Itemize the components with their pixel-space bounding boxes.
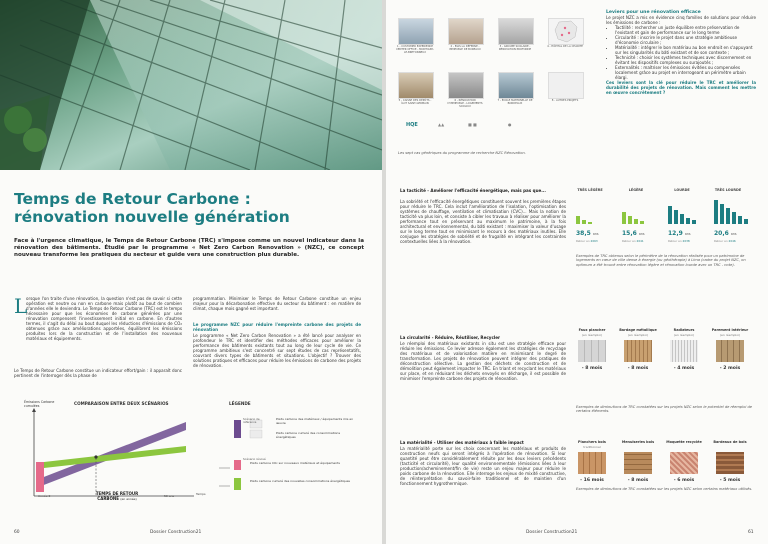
x-axis-label: Temps <box>196 492 206 496</box>
levers-intro: Le projet NZC a mis en évidence cinq familles de solutions pour réduire les émissions de carbone : <box>606 15 756 25</box>
false-floor-image <box>578 340 606 362</box>
case-caption-6: 6 - RÉNOVATION D'IMMEUBLE - LOGEMENTS SOCIAUX <box>447 99 483 109</box>
trc-reduction-value: - 2 mois <box>719 366 741 371</box>
levers-list <box>606 25 756 80</box>
left-page <box>0 0 382 544</box>
circularite-text: Le réemploi des matériaux existants in situ est une stratégie efficace pour réduire les émissions. Ce levier adresse également les stratégies de recyclage des matériaux et de valorisation matière en minimisant le degré de transformation. Les projets de rénovation peuvent intégrer des pratiques de déconstruction sélective. La gestion des déchets de construction et de démolition peut également impacter le TRC. En triant et recyclant les matériaux sur place, et en réduisant les déchets envoyés en décharge, il est possible de minimiser l'empreinte carbone des projets de rénovation. <box>400 341 566 381</box>
trc-value-very-heavy: 20,6 <box>714 230 729 237</box>
diagram-title: COMPARAISON ENTRE DEUX SCÉNARIOS <box>74 401 169 406</box>
glass-facade-photo <box>0 0 382 170</box>
case-thumb-4-map <box>548 18 584 45</box>
footer-right: Dossier Construction21 <box>526 530 578 535</box>
scenario-a-label: Scénario de référence <box>243 417 260 425</box>
lever-item: • Technicité : choisir les systèmes techniques avec discernement en évitant les dispositifs complexes ou surajoutés ; <box>615 55 756 65</box>
material-item-label: Planchers bois <box>578 440 606 444</box>
wood-shingles-image <box>716 452 744 474</box>
trc-reduction-value: - 6 mois <box>673 478 695 483</box>
diagram-y-label: Émissions Carbone cumulées <box>24 400 55 408</box>
legend-title: LÉGENDE <box>229 401 251 406</box>
return-year-prefix: Retour en <box>668 239 682 243</box>
lever-item: • Tactilité : rechercher un juste équilibre entre préservation de l'existant et gain de performance sur le long terme <box>615 25 756 35</box>
trc-label <box>92 492 142 501</box>
trc-reduction-value: - 8 mois <box>627 366 649 371</box>
renov-level-very-light: TRÈS LÉGÈRE <box>577 188 603 192</box>
renov-level-very-heavy: TRÈS LOURDE <box>714 188 742 192</box>
tacticite-text: La sobriété et l'efficacité énergétiques constituent souvent les premières étapes pour réduire le TRC. Cela inclut l'amélioration de l'isolation, l'optimisation des systèmes de chauffage, ventilation et climatisation (CVC)... Mais la notion de tacticité va plus loin, et consiste à cibler les travaux à réaliser pour améliorer la performance tout en préservant au maximum le patrimoine, à la fois architectural et environnemental, du bâti existant : maximiser la valeur d'usage sur le long terme tout en minimisant le recours à des matériaux inutiles. Elle conjugue les stratégies de sobriété et de frugalité en intégrant les contraintes contextuelles liées à la rénovation. <box>400 199 566 244</box>
circularite-title: La circularité - Réduire, Réutiliser, Recycler <box>400 335 501 340</box>
metal-cladding-image <box>624 340 652 362</box>
column-2-text-a: programmation. Minimiser le Temps de Retour Carbone constitue un enjeu majeur pour la décarbonation effective du secteur du bâtiment : en matière de climat, chaque mois gagné est important. <box>193 296 361 311</box>
case-caption-2: 2 - EGIS LA DÉFENSE - IMMEUBLE DE BUREAUX <box>449 45 481 52</box>
levers-title: Leviers pour une rénovation efficace <box>606 10 701 15</box>
circularite-caption: Exemples de diminutions de TRC constatées sur les projets NZC selon le potentiel de réemploi de certains éléments. <box>576 405 752 414</box>
legend-item-2: Poids carbone cumulé des consommations énergétiques <box>276 431 341 439</box>
case-thumb-1 <box>398 18 434 45</box>
reuse-item-sub: (en réemploi) <box>627 333 649 337</box>
wood-joinery-image <box>624 452 652 474</box>
case-thumb-7 <box>498 72 534 99</box>
x-end-label: 50 ans <box>164 494 175 498</box>
case-caption-8: 8 - AUTRES PROJETS <box>551 99 579 102</box>
case-caption-7: 7 - ÉCOLE MATERNELLE DE BORDEAUX <box>497 99 533 106</box>
article-lead: Face à l'urgence climatique, le Temps de Retour Carbone (TRC) s'impose comme un nouvel indicateur dans la rénovation des bâtiments. Étudié par le programme « Net Zero Carbon Renovation » (NZC), ce concept nouveau transforme les pratiques du secteur et guide vers une construction plus durable. <box>14 238 364 258</box>
page-number-left: 60 <box>14 530 20 535</box>
scenario-b-label: Scénario rénové <box>243 457 266 461</box>
material-item-sub: traditionnel <box>583 445 601 449</box>
trc-reduction-value: - 5 mois <box>719 478 741 483</box>
trc-label-line-1: TEMPS DE RETOUR <box>95 491 139 496</box>
trc-value-very-light: 38,5 <box>576 230 591 237</box>
trc-unit: ans <box>684 232 691 236</box>
radiator-image <box>670 340 698 362</box>
lever-item: • Matérialité : intégrer le bon matériau au bon endroit en s'appuyant sur les singularités du bâti existant et de son contexte ; <box>615 45 756 55</box>
case-thumb-8 <box>548 72 584 99</box>
case-thumb-5 <box>398 72 434 99</box>
levers-outro: Ces leviers sont la clé pour réduire le TRC et améliorer la durabilité des projets de rénovation. Mais comment les mettre en œuvre concrètement ? <box>606 80 756 95</box>
reuse-item-label: Bardage métallique <box>619 328 657 332</box>
title-line-2: rénovation nouvelle génération <box>14 208 290 226</box>
footer-left: Dossier Construction21 <box>150 530 202 535</box>
case-caption-4: 4 - HÔPITAL DE LA CHARITÉ <box>547 45 583 48</box>
case-thumb-2 <box>448 18 484 45</box>
drop-cap: L <box>14 294 28 318</box>
circularite-figure <box>572 328 762 423</box>
trc-value-light: 15,6 <box>622 230 637 237</box>
column-1-text-b: Le Temps de Retour Carbone constitue un indicateur effort/gain : il apparaît donc pertinent de l'interroger dès la phase de <box>14 368 182 378</box>
return-year: 2046 <box>728 239 736 243</box>
partner-logos: HQE ▲▲ ■ ■ ● <box>406 122 512 128</box>
trc-unit: (en année) <box>120 496 137 501</box>
legend-item-4: Poids carbone cumulé des nouvelles consommations énergétiques <box>250 479 350 483</box>
tacticite-title: La tacticité - Améliorer l'efficacité énergétique, mais pas que... <box>400 188 546 193</box>
legend-item-3: Poids carbone CO₂ sur nouveaux matériaux et équipements <box>250 461 340 465</box>
materialite-text: La matérialité porte sur les choix concernant les matériaux et produits de construction neufs qui seront intégrés à l'opération de rénovation. Si leur quantité peut être considérablement réduite par les deux leviers précédents (tacticité et circularité), leur qualité environnementale (émissions liées à leur production/acheminement/fin de vie) reste un enjeu majeur pour réduire le poids carbone de la rénovation. Elle interroge les enjeux de mixité constructive, de réinterprétation du savoir-faire traditionnel et de maintien d'un fonctionnement hygrothermique. <box>400 446 566 486</box>
case-studies-grid <box>396 10 606 160</box>
case-caption-3: 3 - GROUPE SCOLAIRE - RÉNOVATION PROFONDE <box>498 45 532 52</box>
trc-reduction-value: - 8 mois <box>627 478 649 483</box>
case-thumb-3 <box>498 18 534 45</box>
reuse-item-label: Radiateurs <box>673 328 695 332</box>
trc-reduction-value: - 4 mois <box>673 366 695 371</box>
column-1-text: orsque l'on traite d'une rénovation, la question n'est pas de savoir si cette opération est neutre ou non en carbone mais plutôt au bout de combien d'années elle le deviendra. Le Temps de Retour Carbone (TRC) est le temps nécessaire pour que les économies de carbone générées par une rénovation compensent l'investissement initial en carbone. En d'autres termes, il s'agit du délai au bout duquel les réductions d'émissions de CO₂ obtenues grâce aux améliorations apportées, équilibrent les émissions produites lors de la construction et de l'installation des nouveaux matériaux et équipements. <box>26 296 182 341</box>
case-thumb-6 <box>448 72 484 99</box>
column-2-text-b: Le programme « Net Zero Carbon Renovation » a été lancé pour analyser en profondeur le TRC et identifier des méthodes efficaces pour améliorer la performance des bâtiments existants tout au long de leur cycle de vie. Ce programme ambitieux s'est concentré sur sept études de cas représentatifs, couvrant divers types de bâtiments et situations. L'objectif ? Trouver des solutions pratiques et efficaces pour réduire les émissions de carbone des projets de rénovation. <box>193 333 361 368</box>
legend-item-1: Poids carbone des matériaux / équipements mis en œuvre <box>276 417 354 425</box>
material-item-label: Bardeaux de bois <box>713 440 747 444</box>
return-year-prefix: Retour en <box>576 239 590 243</box>
trc-unit: ans <box>638 232 645 236</box>
lever-item: • Circularité : inscrire le projet dans une stratégie ambitieuse d'économie circulaire ; <box>615 35 756 45</box>
return-year: 2038 <box>682 239 690 243</box>
trc-reduction-value: - 8 mois <box>581 366 603 371</box>
x-origin-label: Année 0 <box>38 494 51 498</box>
material-item-label: Moquette recyclée <box>666 440 702 444</box>
trc-reduction-value: - 16 mois <box>580 478 604 483</box>
reuse-item-label: Faux plancher <box>578 328 606 332</box>
reuse-item-sub: (en réemploi) <box>673 333 695 337</box>
return-year-prefix: Retour en <box>622 239 636 243</box>
trc-unit: ans <box>730 232 737 236</box>
right-page <box>386 0 768 544</box>
renov-level-light: LÉGÈRE <box>628 188 644 192</box>
page-number-right: 61 <box>748 530 754 535</box>
scenario-comparison-diagram <box>14 400 368 518</box>
title-line-1: Temps de Retour Carbone : <box>14 190 251 208</box>
recycled-carpet-image <box>670 452 698 474</box>
return-year: 2041 <box>636 239 644 243</box>
materialite-figure <box>572 440 762 525</box>
wood-floor-image <box>578 452 606 474</box>
reuse-item-label: Parement intérieur <box>711 328 749 332</box>
return-year-prefix: Retour en <box>714 239 728 243</box>
return-year: 2063 <box>590 239 598 243</box>
reuse-item-sub: (en réemploi) <box>581 333 603 337</box>
case-studies-caption: Les sept cas génériques du programme de recherche NZC Rénovation. <box>398 151 526 155</box>
materialite-caption: Exemples de diminutions de TRC constatées sur les projets NZC selon certains matériaux utilisés. <box>576 487 753 491</box>
tacticite-figure <box>572 188 762 278</box>
tacticite-caption: Exemples de TRC obtenus selon le périmètre de la rénovation réalisée pour un patrimoine de logements en cœur de ville dense à énergie (ou géothérapie) à Lima (cadre du projet NZC, on optimum a été trouvé entre rénovation légère et rénovation lourde avec un TRC - note). <box>576 254 746 267</box>
materialite-title: La matérialité - Utiliser des matériaux à faible impact <box>400 440 524 445</box>
case-caption-5: 5 - CAISSE DES DÉPÔTS - ÎLOT SAINT-GERMAIN <box>398 99 432 106</box>
lever-item: • Externalités : maîtriser les émissions évitées ou compensées localement grâce au projet en interrogeant un périmètre urbain élargi. <box>615 65 756 80</box>
case-caption-1: 1 - CUSTOMER EXPERIENCE CENTER OFFICE - MONTIGNY-LE-BRETONNEUX <box>396 45 434 55</box>
nzc-program-heading: Le programme NZC pour réduire l'empreinte carbone des projets de rénovation <box>193 322 361 332</box>
trc-unit: ans <box>592 232 599 236</box>
material-item-label: Menuiseries bois <box>621 440 655 444</box>
interior-cladding-image <box>716 340 744 362</box>
reuse-item-sub: (en réemploi) <box>719 333 741 337</box>
renov-level-heavy: LOURDE <box>674 188 690 192</box>
trc-value-heavy: 12,9 <box>668 230 683 237</box>
renovation-level-bars <box>572 196 762 226</box>
trc-label-line-2: CARBONE <box>97 495 119 501</box>
article-title <box>14 190 314 226</box>
levers-section <box>606 10 756 95</box>
